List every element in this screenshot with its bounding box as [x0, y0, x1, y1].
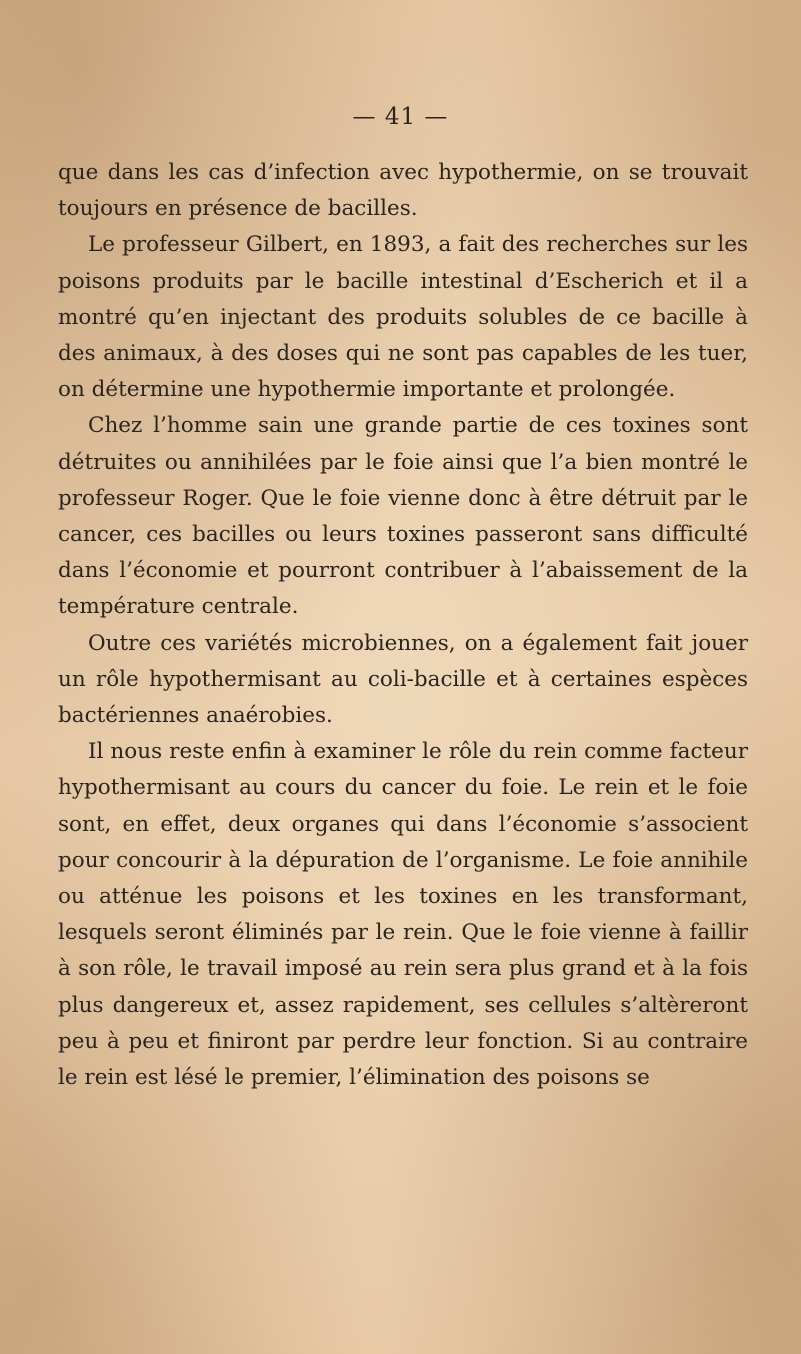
paragraph-rein: Il nous reste enfin à examiner le rôle du rein comme facteur hypothermisant au cours du cancer du foie. Le rein et le foie sont, en effet, deux organes qui dans l’économie s’associent pour concourir à la dépuration de l’organisme. Le foie annihile ou atténue les poisons et les toxines en les transformant, lesquels seront éliminés par le rein. Que le foie vienne à faillir à son rôle, le travail imposé au rein sera plus grand et à la fois plus dangereux et, assez rapidement, ses cellules s’altèreront peu à peu et finiront par perdre leur fonction. Si au contraire le rein est lésé le premier, l’élimination des poisons se [58, 739, 748, 1091]
body-text [58, 155, 748, 1096]
page-number: — 41 — [352, 104, 449, 130]
paragraph-gilbert: Le professeur Gilbert, en 1893, a fait des recherches sur les poisons produits par le bacille intestinal d’Escherich et il a montré qu’en injectant des produits solubles de ce bacille à des animaux, à des doses qui ne sont pas capables de les tuer, on détermine une hypothermie importante et prolongée. [58, 232, 748, 403]
paragraph-continuation: que dans les cas d’infection avec hypothermie, on se trouvait toujours en présence de bacilles. [58, 160, 748, 222]
paragraph-coli-bacille: Outre ces variétés microbiennes, on a également fait jouer un rôle hypothermisant au coli-bacille et à certaines espèces bactériennes anaérobies. [58, 630, 748, 729]
paragraph-roger: Chez l’homme sain une grande partie de ces toxines sont détruites ou annihilées par le foie ainsi que l’a bien montré le professeur Roger. Que le foie vienne donc à être détruit par le cancer, ces bacilles ou leurs toxines passeront sans difficulté dans l’économie et pourront contribuer à l’abaissement de la température centrale. [58, 413, 748, 620]
